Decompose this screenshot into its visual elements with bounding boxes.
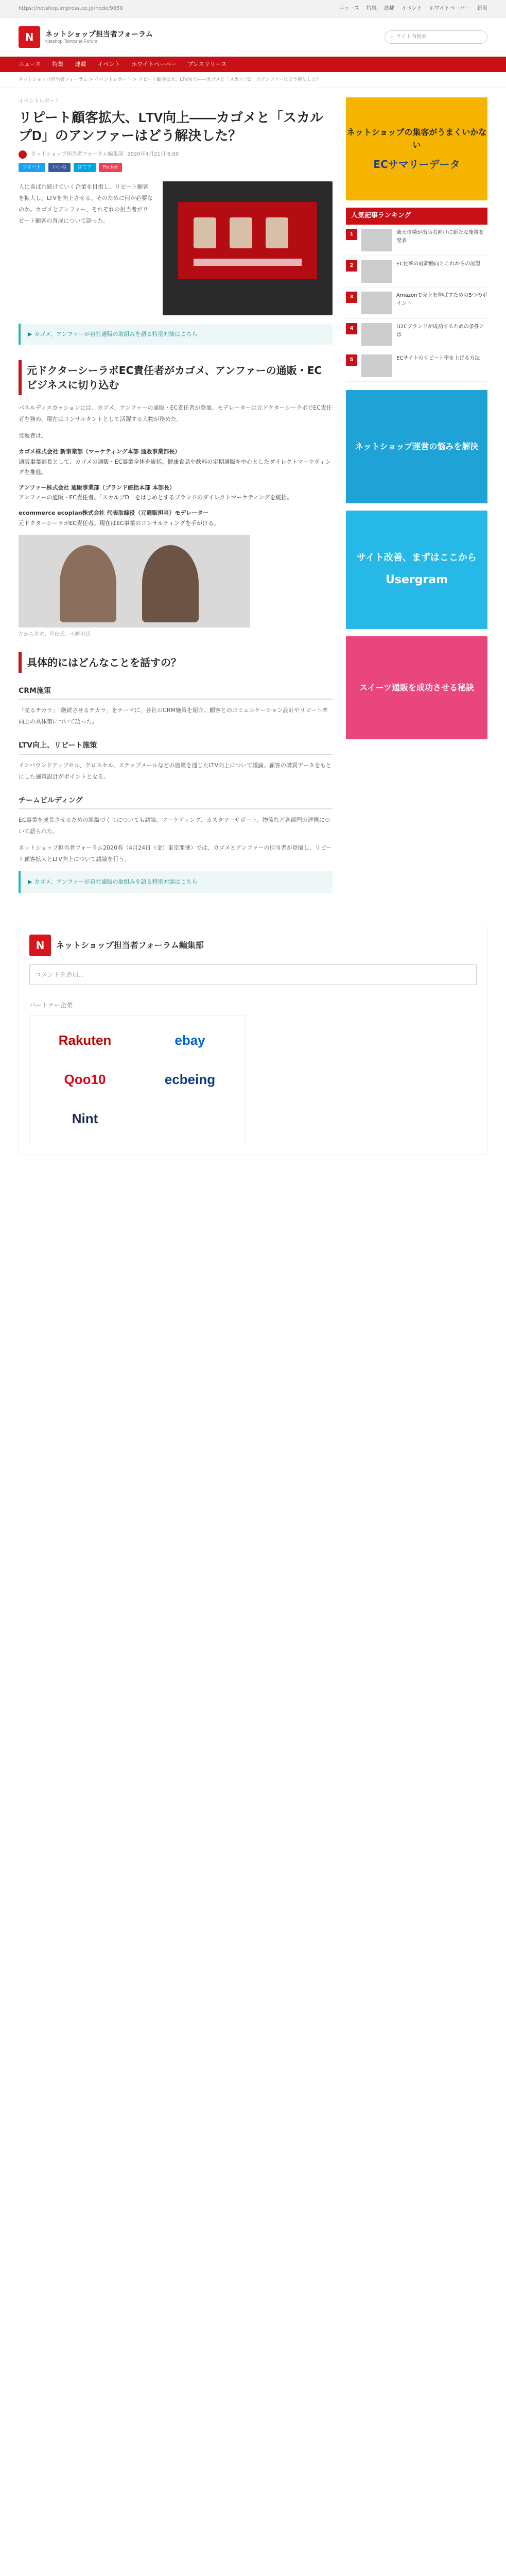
related-link[interactable]: ▶ カゴメ、アンファーが自社通販の取組みを語る特別対談はこちら [19, 324, 333, 345]
speaker-name: カゴメ株式会社 新事業部（マーケティング本部 通販事業部長） [19, 448, 181, 455]
person-figure [142, 545, 199, 622]
sidebar-ad[interactable] [346, 97, 487, 200]
ranking-title: 楽天市場が出店者向けに新たな施策を発表 [396, 230, 484, 244]
speaker-photo [230, 217, 252, 248]
ranking-item[interactable]: 4 D2Cブランドが成功するための条件とは [346, 319, 487, 350]
stage-caption-bar [194, 259, 302, 266]
main-nav-item[interactable]: イベント [97, 61, 120, 68]
author-avatar [19, 150, 27, 159]
site-logo[interactable] [19, 26, 153, 48]
topic-body: 「売るチカラ」「継続させるチカラ」をテーマに、各社のCRM施策を紹介。顧客とのコミュニケーション設計やリピート率向上の具体策について語った。 [19, 707, 328, 725]
ranking-thumb [361, 323, 392, 346]
ranking-title: ECサイトのリピート率を上げる方法 [396, 355, 480, 362]
top-nav-item[interactable]: 特集 [366, 5, 377, 11]
closing-text: ネットショップ担当者フォーラム2020春（4月24日（金）東京開催）では、カゴメとアンファーの担当者が登壇し、リピート顧客拡大とLTV向上について議論を行う。 [19, 844, 332, 862]
publish-date: 2020年4月21日 6:00 [127, 151, 179, 157]
article-category[interactable]: イベントレポート [19, 98, 60, 105]
main-nav-item[interactable]: 連載 [75, 61, 86, 68]
lead-section [19, 181, 333, 315]
logo-mark: N [19, 26, 40, 48]
content-wrap [0, 88, 506, 908]
search-placeholder: サイト内検索 [396, 33, 427, 40]
search-input[interactable] [385, 30, 487, 44]
topic-title: チームビルディング [19, 795, 333, 809]
partner-logo[interactable]: Qoo10 [64, 1071, 106, 1087]
event-image [163, 181, 333, 315]
top-nav [339, 5, 487, 13]
topic-body: EC事業を成長させるための組織づくりについても議論。マーケティング、カスタマーサポート、物流など各部門の連携について語られた。 [19, 816, 330, 835]
logo-text [45, 30, 153, 44]
top-nav-item[interactable]: ニュース [339, 5, 359, 11]
partners-section [29, 1001, 477, 1144]
ranking-thumb [361, 292, 392, 314]
partner-logo[interactable]: Nint [72, 1110, 98, 1126]
topic-title: LTV向上、リピート施策 [19, 740, 333, 754]
photo-caption: 左から青木、芦田氏、小野沢氏 [19, 631, 91, 637]
ranking-title: D2Cブランドが成功するための条件とは [396, 324, 485, 338]
ranking-thumb [361, 354, 392, 377]
breadcrumb[interactable]: ネットショップ担当者フォーラム > イベントレポート > リピート顧客拡大、LTV向上――カゴメと「スカルプD」のアンファーはどう解決した？ [0, 72, 506, 88]
main-nav-item[interactable]: プレスリリース [187, 61, 227, 68]
like-button[interactable]: いいね [48, 163, 71, 172]
top-nav-item[interactable]: 連載 [383, 5, 394, 11]
partner-logo[interactable]: Rakuten [58, 1032, 112, 1048]
partner-logo[interactable]: ecbeing [164, 1071, 216, 1087]
page-url: https://netshop.impress.co.jp/node/9859 [19, 5, 123, 11]
site-subname: Netshop Tantosha Forum [45, 38, 97, 44]
top-nav-item[interactable]: イベント [401, 5, 422, 11]
article-meta [19, 150, 333, 159]
topic-body: インバウンドアップセル、クロスセル、ステップメールなどの施策を通じたLTV向上について議論。顧客の購買データをもとにした施策設計がポイントとなる。 [19, 761, 332, 780]
speaker-desc: アンファーの通販・EC責任者。「スカルプD」をはじめとするブランドのダイレクトマーケティングを統括。 [19, 494, 293, 501]
speaker-list [19, 447, 333, 529]
search-icon: ⌕ [390, 33, 393, 40]
speaker-photo [266, 217, 288, 248]
ranking-heading: 人気記事ランキング [346, 208, 487, 225]
article-main [19, 97, 333, 908]
comment-input[interactable]: コメントを追加... [29, 964, 477, 985]
logo-mark: N [29, 935, 51, 956]
speaker-photo [194, 217, 216, 248]
ranking-item[interactable]: 2 EC化率の最新動向とこれからの展望 [346, 256, 487, 287]
editorial-badge[interactable] [29, 935, 477, 956]
speakers-label: 登壇者は、 [19, 432, 47, 439]
main-nav-item[interactable]: 特集 [52, 61, 64, 68]
ad-sub: Usergram [385, 573, 448, 586]
main-nav-item[interactable]: ニュース [19, 61, 41, 68]
sidebar-ad[interactable]: スイーツ通販を成功させる秘訣 [346, 636, 487, 739]
main-nav-item[interactable]: ホワイトペーパー [131, 61, 177, 68]
sidebar [346, 97, 487, 908]
top-nav-item[interactable]: ホワイトペーパー [429, 5, 470, 11]
tweet-button[interactable]: ツイート [19, 163, 45, 172]
hatebu-button[interactable]: はてブ [74, 163, 96, 172]
sidebar-ad[interactable] [346, 511, 487, 629]
speaker-desc: 通販事業部長として、カゴメの通販・EC事業全体を統括。健康食品や飲料の定期通販を中心としたダイレクトマーケティングを推進。 [19, 458, 331, 476]
speaker-item [19, 447, 333, 477]
ranking-thumb [361, 229, 392, 251]
site-name: ネットショップ担当者フォーラム [45, 29, 153, 38]
ranking-item[interactable]: 3 Amazonで売上を伸ばすための5つのポイント [346, 287, 487, 319]
top-bar [0, 0, 506, 18]
pocket-button[interactable]: Pocket [99, 163, 123, 172]
ad-sub: ECサマリーデータ [373, 158, 460, 171]
top-nav-item[interactable]: 新着 [477, 5, 487, 11]
topic-title: CRM施策 [19, 685, 333, 700]
main-nav [0, 57, 506, 72]
ranking-title: Amazonで売上を伸ばすための5つのポイント [396, 293, 487, 307]
author-name[interactable]: ネットショップ担当者フォーラム編集部 [31, 151, 124, 157]
ranking-thumb [361, 260, 392, 283]
ad-title: サイト改善、まずはここから [357, 552, 477, 564]
ad-title: ネットショップの集客がうまくいかない [346, 127, 487, 150]
section-heading: 元ドクターシーラボEC責任者がカゴメ、アンファーの通販・ECビジネスに切り込む [19, 360, 333, 395]
person-figure [60, 545, 116, 622]
brand-bar [0, 18, 506, 57]
ranking-item[interactable]: 1 楽天市場が出店者向けに新たな施策を発表 [346, 225, 487, 256]
speaker-name: ecommerce ecoplan株式会社 代表取締役（元通販担当）モデレーター [19, 510, 209, 517]
speaker-name: アンファー株式会社 通販事業部（ブランド統括本部 本部長） [19, 484, 175, 491]
section-heading: 具体的にはどんなことを話すの？ [19, 652, 333, 673]
footer-brand [19, 924, 487, 1155]
ranking-item[interactable]: 5 ECサイトのリピート率を上げる方法 [346, 350, 487, 382]
share-buttons [19, 163, 333, 172]
speaker-item [19, 508, 333, 529]
sidebar-ad[interactable]: ネットショップ運営の悩みを解決 [346, 390, 487, 503]
lead-text: 人に喜ばれ続けていく企業を目指し、リピート顧客を拡大し、LTVを向上させる。そのために何が必要なのか。カゴメとアンファー、それぞれの担当者がリピート顧客の育成について語った。 [19, 183, 153, 224]
related-link[interactable]: ▶ カゴメ、アンファーが自社通販の取組みを語る特別対談はこちら [19, 871, 333, 893]
editorial-name: ネットショップ担当者フォーラム編集部 [56, 940, 204, 950]
partner-logo[interactable]: ebay [175, 1032, 205, 1048]
ranking-title: EC化率の最新動向とこれからの展望 [396, 261, 481, 267]
speaker-desc: 元ドクターシーラボEC責任者。現在はEC事業のコンサルティングを手がける。 [19, 519, 219, 527]
partner-logos [29, 1015, 246, 1144]
speakers-photo [19, 535, 250, 628]
section-body: パネルディスカッションには、カゴメ、アンファーの通販・EC責任者が登壇。モデレーターは元ドクターシーラボでEC責任者を務め、現在はコンサルタントとして活躍する人物が務めた。 [19, 404, 332, 423]
speaker-item [19, 483, 333, 503]
article-title: リピート顧客拡大、LTV向上――カゴメと「スカルプD」のアンファーはどう解決した？ [19, 110, 324, 144]
partners-label: パートナー企業 [29, 1001, 73, 1009]
